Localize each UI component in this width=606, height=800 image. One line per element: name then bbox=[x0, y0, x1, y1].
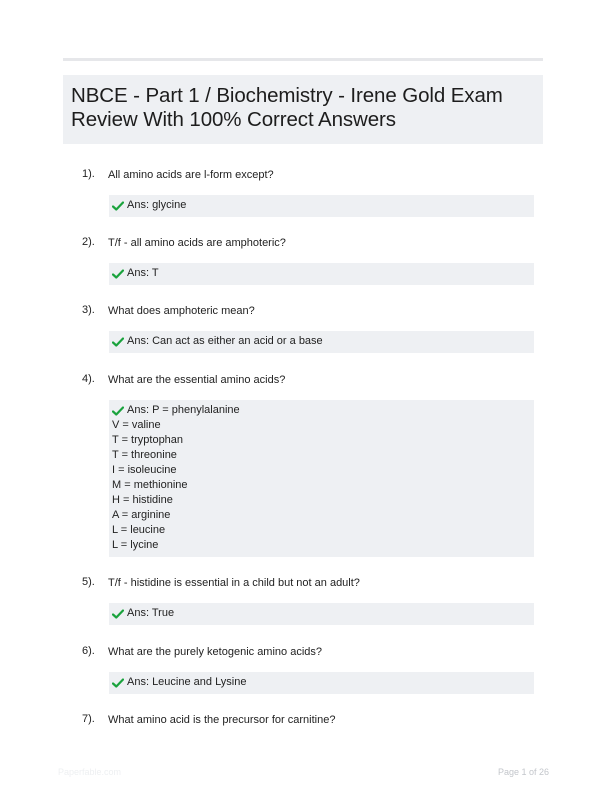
answer-line: I = isoleucine bbox=[112, 464, 177, 476]
question-text: What amino acid is the precursor for carnitine? bbox=[108, 714, 336, 726]
answer-line: T = threonine bbox=[112, 449, 177, 461]
answer-box bbox=[109, 195, 534, 217]
answer-text: Ans: glycine bbox=[127, 199, 187, 211]
question-item bbox=[82, 372, 534, 557]
answer-text: Ans: Leucine and Lysine bbox=[127, 676, 247, 688]
check-icon bbox=[112, 337, 124, 347]
question-text: What does amphoteric mean? bbox=[108, 305, 255, 317]
answer-line: L = lycine bbox=[112, 539, 159, 551]
question-item bbox=[82, 712, 534, 732]
title-banner bbox=[63, 75, 543, 144]
answer-box bbox=[109, 672, 534, 694]
question-number: 7). bbox=[82, 713, 95, 725]
answer-text: Ans: T bbox=[127, 267, 159, 279]
check-icon bbox=[112, 269, 124, 279]
question-number: 3). bbox=[82, 304, 95, 316]
question-number: 4). bbox=[82, 373, 95, 385]
check-icon bbox=[112, 201, 124, 211]
answer-text: Ans: True bbox=[127, 607, 175, 619]
check-icon bbox=[112, 609, 124, 619]
answer-line: A = arginine bbox=[112, 509, 171, 521]
answer-line: V = valine bbox=[112, 419, 161, 431]
check-icon bbox=[112, 678, 124, 688]
answer-box bbox=[109, 603, 534, 625]
question-text: All amino acids are l-form except? bbox=[108, 169, 274, 181]
question-item bbox=[82, 235, 534, 285]
page-title bbox=[71, 84, 535, 132]
page-title-line1: NBCE - Part 1 / Biochemistry - Irene Gold Exam bbox=[71, 84, 503, 107]
question-text: T/f - all amino acids are amphoteric? bbox=[108, 237, 286, 249]
question-number: 2). bbox=[82, 236, 95, 248]
question-item bbox=[82, 167, 534, 217]
header-divider bbox=[63, 58, 543, 61]
check-icon bbox=[112, 406, 124, 416]
answer-box bbox=[109, 400, 534, 557]
page-title-line2: Review With 100% Correct Answers bbox=[71, 108, 396, 131]
answer-line: T = tryptophan bbox=[112, 434, 184, 446]
question-number: 5). bbox=[82, 576, 95, 588]
answer-line: L = leucine bbox=[112, 524, 166, 536]
question-number: 6). bbox=[82, 645, 95, 657]
question-item bbox=[82, 644, 534, 694]
answer-line: H = histidine bbox=[112, 494, 173, 506]
answer-text: Ans: Can act as either an acid or a base bbox=[127, 335, 323, 347]
question-text: What are the purely ketogenic amino acids? bbox=[108, 646, 323, 658]
answer-box bbox=[109, 331, 534, 353]
footer-site: Paperfable.com bbox=[58, 767, 122, 777]
answer-text: Ans: P = phenylalanine bbox=[127, 404, 240, 416]
answer-line: M = methionine bbox=[112, 479, 188, 491]
answer-box bbox=[109, 263, 534, 285]
question-item bbox=[82, 575, 534, 625]
question-text: T/f - histidine is essential in a child but not an adult? bbox=[108, 577, 360, 589]
question-item bbox=[82, 303, 534, 353]
page-number: Page 1 of 26 bbox=[497, 767, 549, 777]
question-number: 1). bbox=[82, 168, 95, 180]
question-text: What are the essential amino acids? bbox=[108, 374, 286, 386]
